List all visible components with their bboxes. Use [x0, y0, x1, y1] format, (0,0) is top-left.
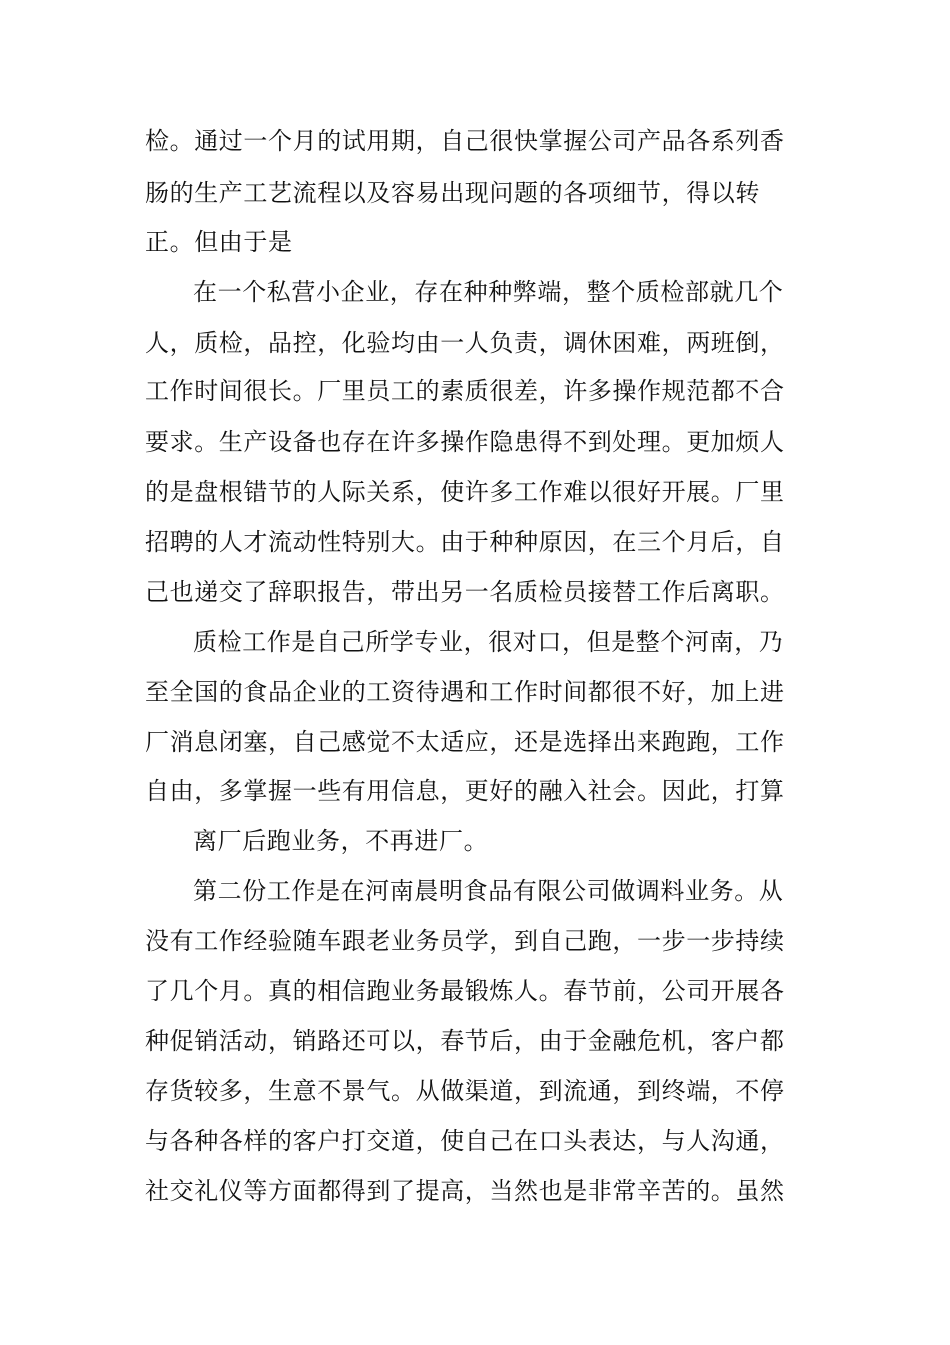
text-line: 种促销活动，销路还可以，春节后，由于金融危机，客户都 — [145, 1027, 785, 1055]
text-line: 厂消息闭塞，自己感觉不太适应，还是选择出来跑跑，工作 — [145, 728, 785, 756]
text-line: 在一个私营小企业，存在种种弊端，整个质检部就几个 — [193, 278, 784, 306]
text-line: 检。通过一个月的试用期，自己很快掌握公司产品各系列香 — [145, 127, 785, 155]
text-line: 质检工作是自己所学专业，很对口，但是整个河南，乃 — [193, 628, 784, 656]
text-line: 要求。生产设备也存在许多操作隐患得不到处理。更加烦人 — [145, 428, 785, 456]
text-line: 工作时间很长。厂里员工的素质很差，许多操作规范都不合 — [145, 377, 785, 405]
text-line: 己也递交了辞职报告，带出另一名质检员接替工作后离职。 — [145, 578, 785, 606]
text-line: 了几个月。真的相信跑业务最锻炼人。春节前，公司开展各 — [145, 977, 785, 1005]
text-line: 离厂后跑业务，不再进厂。 — [193, 827, 489, 855]
text-line: 人，质检，品控，化验均由一人负责，调休困难，两班倒， — [145, 329, 785, 357]
text-line: 正。但由于是 — [145, 228, 293, 256]
text-line: 第二份工作是在河南晨明食品有限公司做调料业务。从 — [193, 877, 784, 905]
text-line: 没有工作经验随车跟老业务员学，到自己跑，一步一步持续 — [145, 927, 785, 955]
text-line: 与各种各样的客户打交道，使自己在口头表达，与人沟通， — [145, 1127, 785, 1155]
text-line: 肠的生产工艺流程以及容易出现问题的各项细节，得以转 — [145, 179, 760, 207]
text-line: 社交礼仪等方面都得到了提高，当然也是非常辛苦的。虽然 — [145, 1177, 785, 1205]
text-line: 的是盘根错节的人际关系，使许多工作难以很好开展。厂里 — [145, 478, 785, 506]
text-line: 存货较多，生意不景气。从做渠道，到流通，到终端，不停 — [145, 1077, 785, 1105]
text-line: 至全国的食品企业的工资待遇和工作时间都很不好，加上进 — [145, 678, 785, 706]
text-line: 招聘的人才流动性特别大。由于种种原因，在三个月后，自 — [145, 528, 785, 556]
text-line: 自由，多掌握一些有用信息，更好的融入社会。因此，打算 — [145, 777, 785, 805]
